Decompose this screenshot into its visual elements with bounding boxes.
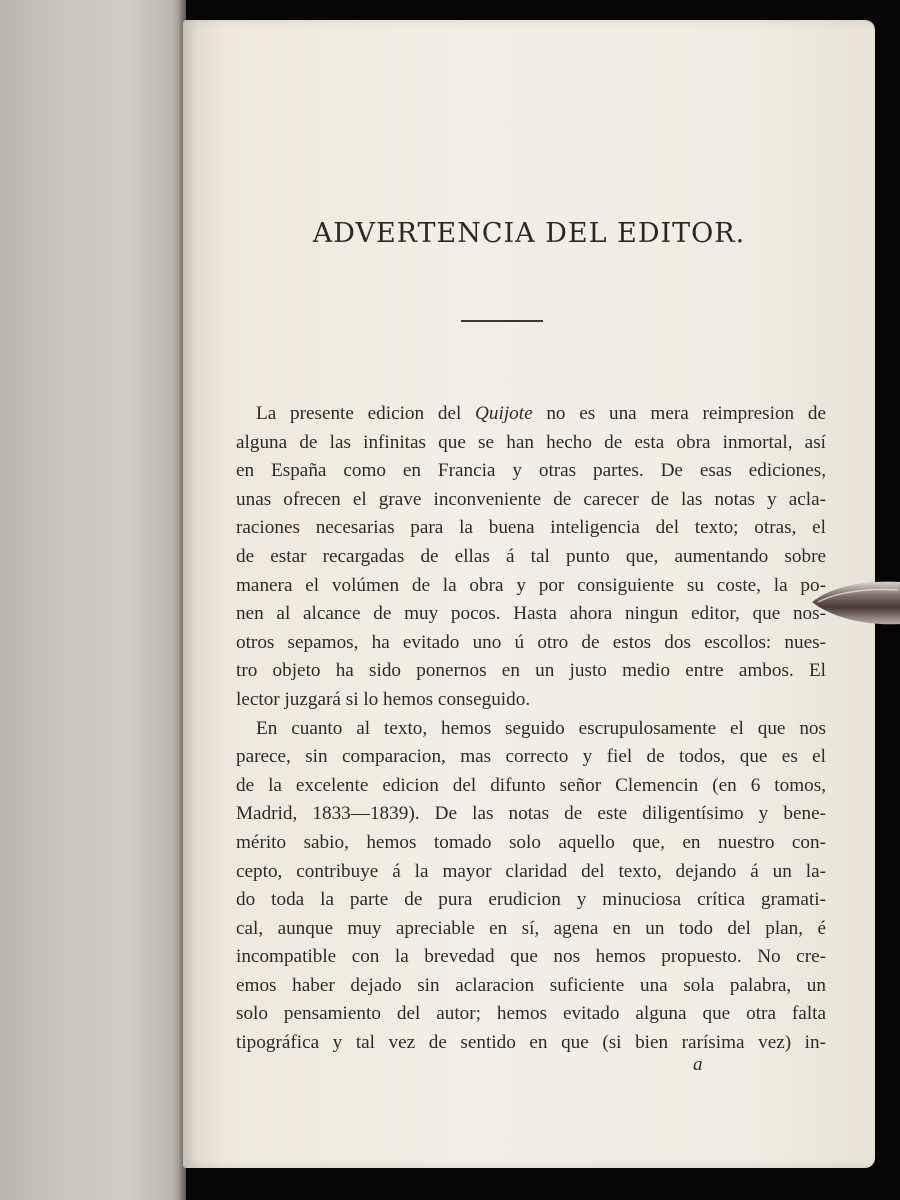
paragraph-1-line: alguna de las infinitas que se han hecho de esta obra inmortal, así bbox=[236, 431, 826, 453]
paragraph-2-line: incompatible con la brevedad que nos hemos propuesto. No cre- bbox=[236, 946, 826, 968]
page-title: ADVERTENCIA DEL EDITOR. bbox=[312, 218, 746, 249]
body-text bbox=[236, 400, 826, 1058]
paragraph-1-last-line: lector juzgará si lo hemos conseguido. bbox=[236, 688, 531, 710]
paragraph-1-line: unas ofrecen el grave inconveniente de carecer de las notas y acla- bbox=[236, 488, 826, 510]
book-page bbox=[183, 20, 875, 1168]
paragraph-1-line: tro objeto ha sido ponernos en un justo medio entre ambos. El bbox=[236, 660, 826, 682]
paragraph-2-line: cepto, contribuye á la mayor claridad del texto, dejando á un la- bbox=[236, 860, 826, 882]
paragraph-1-line: otros sepamos, ha evitado uno ú otro de estos dos escollos: nues- bbox=[236, 631, 826, 653]
bookmark-clip-icon bbox=[812, 578, 900, 628]
paragraph-2-line: de la excelente edicion del difunto señor Clemencin (en 6 tomos, bbox=[236, 774, 826, 796]
paragraph-1-line: nen al alcance de muy pocos. Hasta ahora ningun editor, que nos- bbox=[236, 603, 826, 625]
signature-mark: a bbox=[693, 1054, 703, 1075]
line-1-text-before: La presente edicion del bbox=[256, 403, 476, 424]
paragraph-1-line: en España como en Francia y otras partes. De esas ediciones, bbox=[236, 460, 826, 482]
quijote-italic: Quijote bbox=[475, 403, 533, 424]
title-rule bbox=[461, 320, 543, 322]
paragraph-2-line: solo pensamiento del autor; hemos evitado alguna que otra falta bbox=[236, 1003, 826, 1025]
paragraph-1-line-1 bbox=[236, 400, 826, 429]
line-1-text-after: no es una mera reimpresion de bbox=[532, 403, 826, 424]
paragraph-2-line: mérito sabio, hemos tomado solo aquello que, en nuestro con- bbox=[236, 831, 826, 853]
paragraph-2-line: Madrid, 1833—1839). De las notas de este diligentísimo y bene- bbox=[236, 803, 826, 825]
paragraph-2-line: emos haber dejado sin aclaracion suficiente una sola palabra, un bbox=[236, 974, 826, 996]
left-page bbox=[0, 0, 186, 1200]
paragraph-2-line: En cuanto al texto, hemos seguido escrupulosamente el que nos bbox=[256, 717, 826, 739]
paragraph-2-line: tipográfica y tal vez de sentido en que (si bien rarísima vez) in- bbox=[236, 1032, 826, 1054]
paragraph-1-line: de estar recargadas de ellas á tal punto que, aumentando sobre bbox=[236, 545, 826, 567]
paragraph-1-line: manera el volúmen de la obra y por consiguiente su coste, la po- bbox=[236, 574, 826, 596]
paragraph-2-line: cal, aunque muy apreciable en sí, agena en un todo del plan, é bbox=[236, 917, 826, 939]
paragraph-1-line: raciones necesarias para la buena inteligencia del texto; otras, el bbox=[236, 517, 826, 539]
paragraph-2-line: parece, sin comparacion, mas correcto y fiel de todos, que es el bbox=[236, 746, 826, 768]
paragraph-2-line: do toda la parte de pura erudicion y minuciosa crítica gramati- bbox=[236, 889, 826, 911]
